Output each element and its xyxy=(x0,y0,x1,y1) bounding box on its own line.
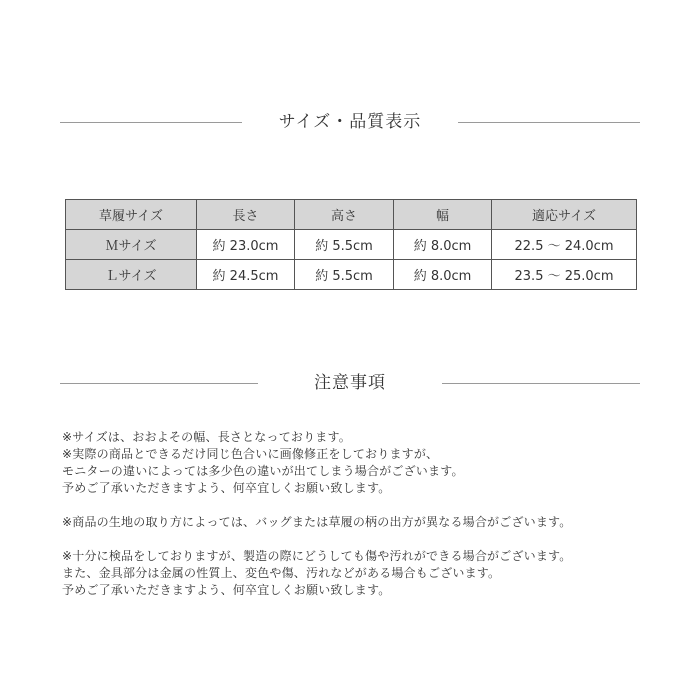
column-header: 高さ xyxy=(295,200,394,230)
table-cell: 約 23.0cm xyxy=(197,230,295,260)
column-header: 長さ xyxy=(197,200,295,230)
note-line: モニターの違いによっては多少色の違いが出てしまう場合がございます。 xyxy=(62,464,464,478)
row-header: Ｌサイズ xyxy=(66,260,197,290)
notes-section-heading xyxy=(60,369,640,399)
notes-paragraph xyxy=(62,429,672,497)
table-header-row xyxy=(66,200,637,230)
note-line: ※商品の生地の取り方によっては、バッグまたは草履の柄の出方が異なる場合がございます。 xyxy=(62,515,572,529)
row-header: Ｍサイズ xyxy=(66,230,197,260)
table-row xyxy=(66,260,637,290)
note-line: ※実際の商品とできるだけ同じ色合いに画像修正をしておりますが、 xyxy=(62,447,439,461)
table-row xyxy=(66,230,637,260)
column-header: 草履サイズ xyxy=(66,200,197,230)
size-section-heading xyxy=(60,108,640,138)
note-line: また、金具部分は金属の性質上、変色や傷、汚れなどがある場合もございます。 xyxy=(62,566,501,580)
notes-section-title: 注意事項 xyxy=(314,373,386,393)
note-line: 予めご了承いただきますよう、何卒宜しくお願い致します。 xyxy=(62,583,391,597)
table-cell: 23.5 ～ 25.0cm xyxy=(492,260,637,290)
heading-divider-right xyxy=(458,122,640,123)
size-section-title: サイズ・品質表示 xyxy=(278,112,422,132)
table-cell: 約 8.0cm xyxy=(394,230,492,260)
size-table xyxy=(65,199,637,290)
column-header: 幅 xyxy=(394,200,492,230)
table-cell: 約 24.5cm xyxy=(197,260,295,290)
table-cell: 約 8.0cm xyxy=(394,260,492,290)
heading-divider-right xyxy=(442,383,640,384)
note-line: ※サイズは、おおよその幅、長さとなっております。 xyxy=(62,430,351,444)
table-cell: 約 5.5cm xyxy=(295,260,394,290)
notes-paragraph xyxy=(62,514,672,531)
column-header: 適応サイズ xyxy=(492,200,637,230)
notes-paragraph xyxy=(62,548,672,599)
note-line: 予めご了承いただきますよう、何卒宜しくお願い致します。 xyxy=(62,481,391,495)
table-cell: 22.5 ～ 24.0cm xyxy=(492,230,637,260)
notes-body xyxy=(62,429,672,616)
table-cell: 約 5.5cm xyxy=(295,230,394,260)
note-line: ※十分に検品をしておりますが、製造の際にどうしても傷や汚れができる場合がございます。 xyxy=(62,549,572,563)
